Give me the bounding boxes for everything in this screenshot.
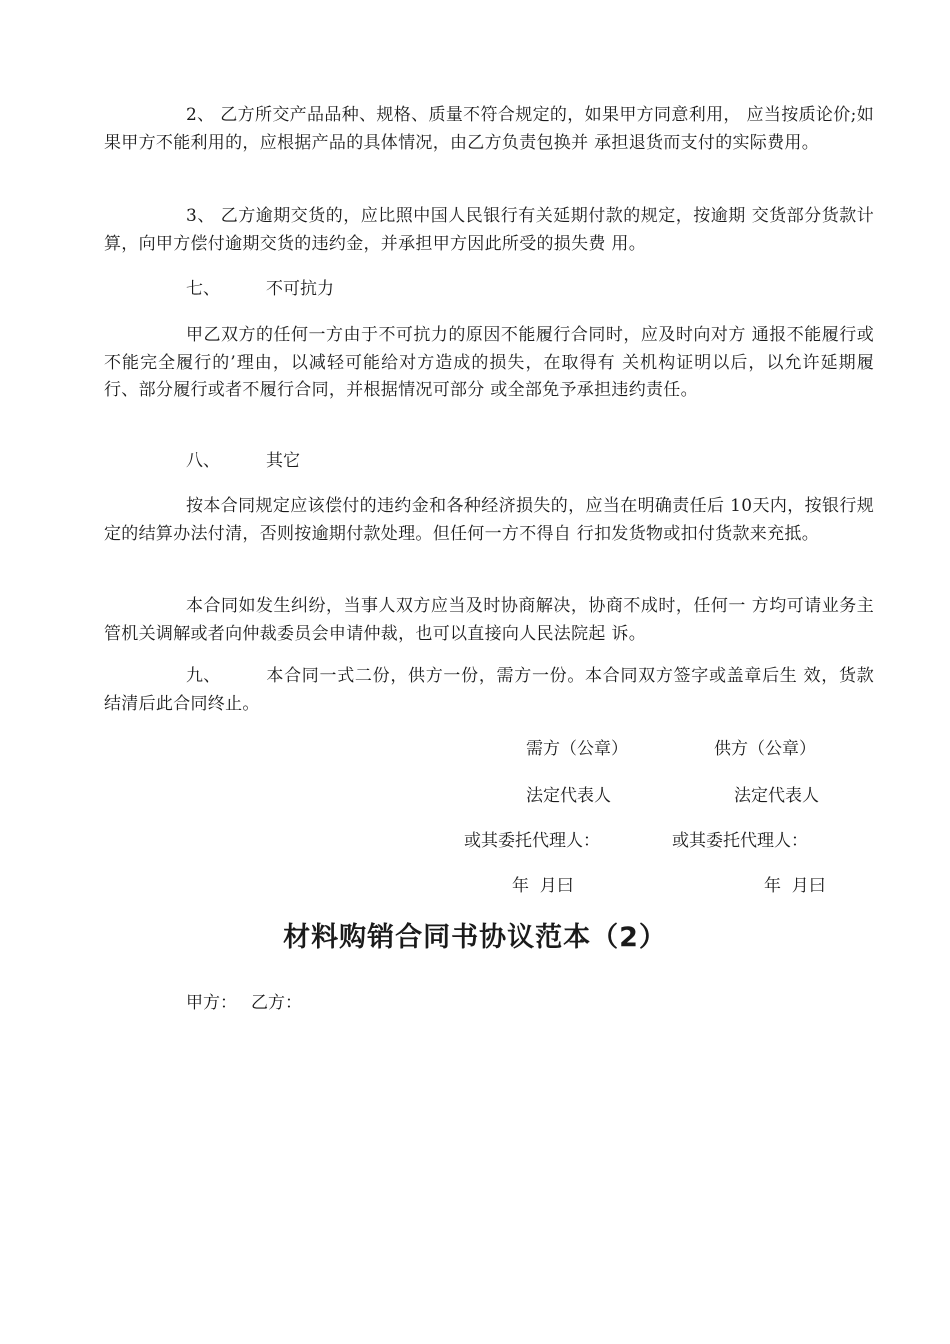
heading-force-majeure <box>186 276 334 304</box>
buyer-date-label: 年 月曰 <box>512 876 574 896</box>
party-a-label: 甲方： <box>186 993 237 1013</box>
heading-text: 不可抗力 <box>266 279 334 299</box>
penalty-paragraph: 按本合同规定应该偿付的违约金和各种经济损失的，应当在明确责任后 10天内，按银行规定的结算办法付清，否则按逾期付款处理。但任何一方不得自 行扣发货物或扣付货款来充抵。 <box>104 496 874 544</box>
buyer-representative-label: 法定代表人 <box>526 786 611 806</box>
party-b-label: 乙方： <box>251 993 302 1013</box>
seller-date-label: 年 月曰 <box>764 876 826 896</box>
parties-line <box>186 990 302 1016</box>
force-majeure-paragraph: 甲乙双方的任何一方由于不可抗力的原因不能履行合同时，应及时向对方 通报不能履行或不能完全履行的’理由，以减轻可能给对方造成的损失，在取得有 关机构证明以后，以允许延期履行、部分履行或者不履行合同，并根据情况可部分 或全部免予承担违约责任。 <box>104 325 874 400</box>
heading-number: 八、 <box>186 451 220 471</box>
clause-9-number: 九、 <box>186 666 221 686</box>
heading-text: 其它 <box>266 451 300 471</box>
clause-6-item-2: 2、 乙方所交产品品种、规格、质量不符合规定的，如果甲方同意利用， 应当按质论价;如果甲方不能利用的，应根据产品的具体情况，由乙方负责包换并 承担退货而支付的实际费用。 <box>104 105 874 153</box>
seller-agent-label: 或其委托代理人： <box>672 831 808 851</box>
seller-representative-label: 法定代表人 <box>734 786 819 806</box>
section-title: 材料购销合同书协议范本（2） <box>283 922 667 953</box>
buyer-agent-label: 或其委托代理人： <box>464 831 600 851</box>
clause-9-paragraph <box>104 663 874 718</box>
seller-seal-label: 供方（公章） <box>714 739 816 759</box>
clause-9-text: 本合同一式二份，供方一份，需方一份。本合同双方签字或盖章后生 效，货款结清后此合同终止。 <box>104 666 874 714</box>
heading-number: 七、 <box>186 279 220 299</box>
heading-other <box>186 448 300 476</box>
dispute-paragraph: 本合同如发生纠纷，当事人双方应当及时协商解决，协商不成时，任何一 方均可请业务主管机关调解或者向仲裁委员会申请仲裁，也可以直接向人民法院起 诉。 <box>104 596 874 644</box>
clause-6-item-3: 3、 乙方逾期交货的，应比照中国人民银行有关延期付款的规定，按逾期 交货部分货款计算，向甲方偿付逾期交货的违约金，并承担甲方因此所受的损失费 用。 <box>104 206 874 254</box>
buyer-seal-label: 需方（公章） <box>526 739 628 759</box>
